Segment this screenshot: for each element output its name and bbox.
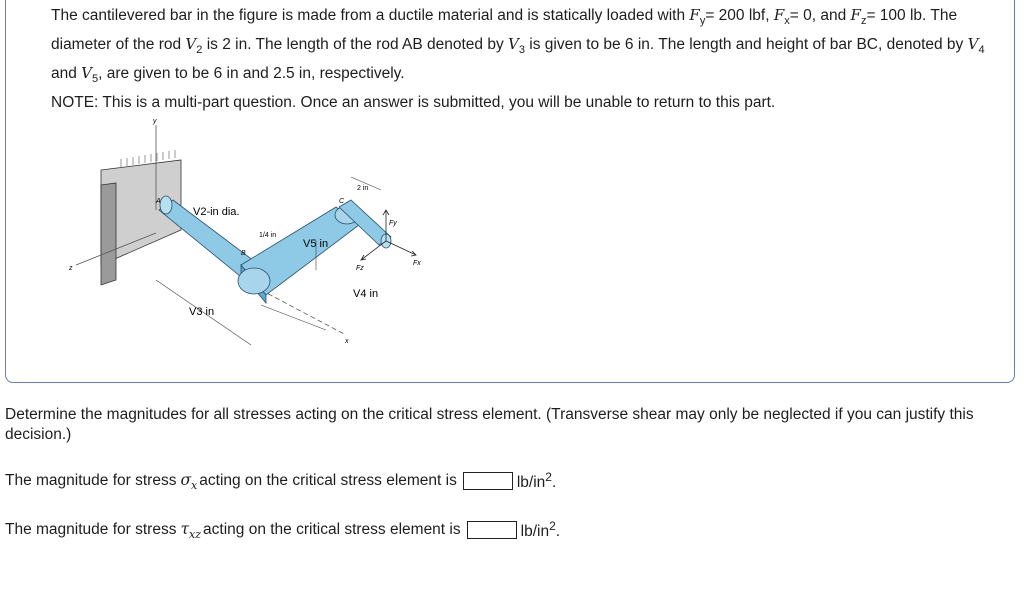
label-quarter-in: 1/4 in xyxy=(259,232,277,239)
tau-xz-input[interactable] xyxy=(467,521,517,539)
label-fx: Fx xyxy=(413,260,421,267)
answer-prefix: The magnitude for stress xyxy=(5,521,177,539)
label-diameter: V2-in dia. xyxy=(193,206,240,218)
sigma-x-input[interactable] xyxy=(463,472,513,490)
label-fy: Fy xyxy=(389,220,397,227)
stress-symbol: $\tau_{xz}$ xyxy=(180,519,202,541)
problem-note: NOTE: This is a multi-part question. Once an answer is submitted, you will be unable to return to this part. xyxy=(51,94,776,112)
answer-row-sigma-x xyxy=(5,470,556,492)
label-2in: 2 in xyxy=(357,185,369,192)
answer-unit: $lb/in^2$. xyxy=(520,519,561,541)
label-v4: V4 in xyxy=(353,288,379,300)
label-v5: V5 in xyxy=(303,238,329,250)
stress-symbol: $\sigma_x$ xyxy=(180,470,198,492)
label-b: B xyxy=(241,250,246,257)
cantilever-figure xyxy=(61,115,441,355)
label-fz: Fz xyxy=(356,265,364,272)
answer-prefix: The magnitude for stress xyxy=(5,472,177,490)
bar-bc xyxy=(238,206,359,303)
axis-z-label: z xyxy=(69,265,73,272)
answer-suffix: acting on the critical stress element is xyxy=(203,521,461,539)
label-c: C xyxy=(339,198,345,205)
problem-statement xyxy=(51,4,991,114)
axis-y-label: y xyxy=(153,118,157,125)
problem-text: The cantilevered bar in the figure is made from a ductile material and is statically loaded with $F_y= 200$ lbf, $F_x= 0$, and $F_z= 100$ lb. The diameter of the rod $V_2$ is 2 in. The length of the rod AB denoted by $V_3$ is given to be 6 in. The length and height of bar BC, denoted by $V_4$ and $V_5$, are given to be 6 in and 2.5 in, respectively. xyxy=(51,6,985,86)
axis-x-label: x xyxy=(345,338,349,345)
x-axis xyxy=(261,290,346,335)
answer-row-tau-xz xyxy=(5,519,560,541)
answer-suffix: acting on the critical stress element is xyxy=(199,472,457,490)
question-text: Determine the magnitudes for all stresses acting on the critical stress element. (Transverse shear may only be neglected if you can justify this decision.) xyxy=(5,406,974,443)
problem-card xyxy=(5,0,1015,383)
label-v3: V3 in xyxy=(189,306,215,318)
answer-unit: $lb/in^2$. xyxy=(516,470,557,492)
label-a: A xyxy=(156,198,161,205)
